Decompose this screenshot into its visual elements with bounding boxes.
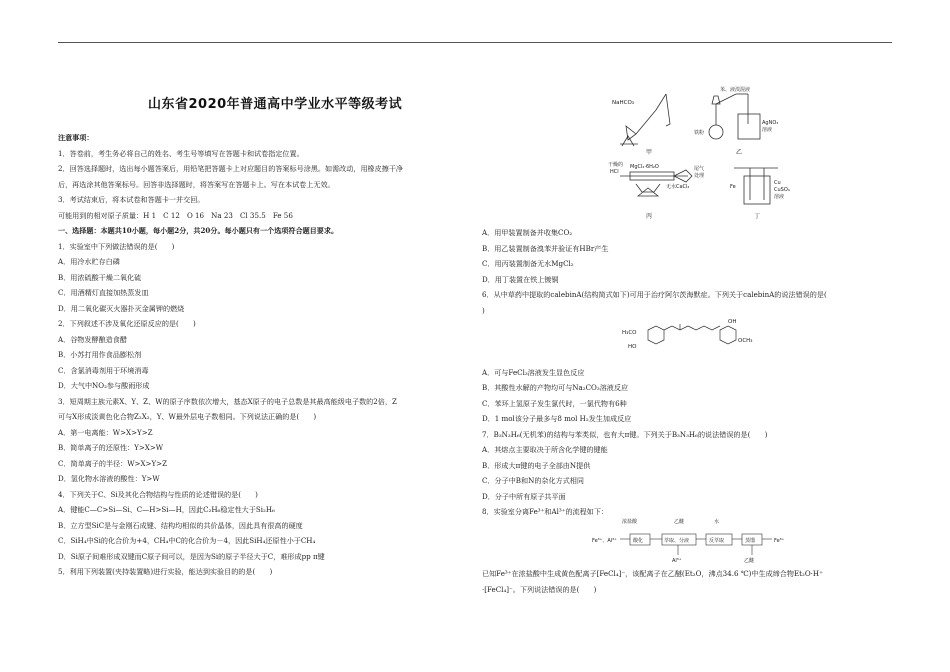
fig-label-ben: 苯、液溴混液: [720, 87, 751, 93]
text-line: A．第一电离能：W>X>Y>Z: [58, 427, 153, 437]
text-line: 2．回答选择题时，选出每小题答案后，用铅笔把答题卡上对应题目的答案标号涂黑。如需改动，用橡皮擦干净: [58, 164, 404, 173]
text-line: A．谷物发酵酿造食醋: [58, 334, 127, 344]
text-line: B．简单离子的还原性：Y>X>W: [58, 443, 164, 452]
fig-label-cacl2: 无水CaCl₂: [666, 184, 690, 190]
fig-label-fe: Fe: [730, 184, 736, 190]
text-line: 2．下列叙述不涉及氧化还原反应的是( ): [58, 319, 196, 328]
fig-mol-ho: HO: [628, 344, 637, 350]
flow-al: Al³⁺: [672, 558, 682, 564]
fig-label-dry: 干燥的: [608, 162, 624, 168]
separation-flowchart: [592, 515, 792, 565]
fig-label-cuso4: CuSO₄: [774, 187, 790, 193]
text-line: 4．下列关于C、Si及其化合物结构与性质的论述错误的是( ): [58, 489, 258, 499]
text-line: ): [482, 305, 485, 315]
text-line: D．Si原子间难形成双键而C原子间可以，是因为Si的原子半径大于C，难形成pp π键: [58, 551, 325, 561]
text-line: 7．B₃N₃H₆(无机苯)的结构与苯类似，也有大π键。下列关于B₃N₃H₆的说法错误的是( ): [482, 429, 768, 439]
apparatus-figure: [608, 84, 808, 226]
text-line: A．用冷水贮存白磷: [58, 257, 120, 266]
text-line: C．用酒精灯直接加热蒸发皿: [58, 288, 149, 297]
text-line: B．立方型SiC是与金刚石成键、结构均相似的共价晶体，因此具有很高的硬度: [58, 520, 303, 530]
text-line: A．可与FeCl₃溶液发生显色反应: [482, 367, 585, 377]
flow-conc-hcl: 浓盐酸: [622, 519, 638, 525]
text-line: A．用甲装置制备并收集CO₂: [482, 228, 573, 237]
text-line: B．用浓硫酸干燥二氧化硫: [58, 272, 142, 282]
text-line: A．其熔点主要取决于所含化学键的键能: [482, 445, 608, 454]
fig-mol-oh: OH: [728, 319, 737, 325]
text-line: 6．从中草药中提取的calebinA(结构简式如下)可用于治疗阿尔茨海默症。下列关于calebinA的说法错误的是(: [482, 290, 827, 299]
flow-end: Fe³⁺: [774, 538, 785, 544]
text-line: 一、选择题：本题共10小题，每小题2分，共20分。每小题只有一个选项符合题目要求。: [58, 226, 339, 235]
fig-label-solution: 溶液: [762, 127, 773, 133]
fig-mol-och3: OCH₃: [738, 338, 753, 344]
text-line: D．用二氧化碳灭火器扑灭金属钾的燃烧: [58, 303, 185, 313]
fig-label-bing: 丙: [646, 213, 653, 220]
text-line: A．键能C—C>Si—Si、C—H>Si—H，因此C₂H₆稳定性大于Si₂H₆: [58, 505, 275, 514]
text-line: 5．利用下列装置(夹持装置略)进行实验，能达到实验目的的是( ): [58, 567, 273, 576]
exam-title: 山东省2020年普通高中学业水平等级考试: [148, 97, 403, 112]
text-line: 可能用到的相对原子质量：H 1 C 12 O 16 Na 23 Cl 35.5 Fe 56: [58, 210, 293, 220]
calebin-structure: [620, 316, 770, 358]
text-line: 可与X形成淡黄色化合物Z₂X₂，Y、W最外层电子数相同。下列说法正确的是( ): [58, 412, 317, 421]
flow-box-extract: 萃取、分液: [664, 538, 690, 544]
flow-box-back: 反萃取: [709, 538, 725, 544]
fig-label-ding: 丁: [754, 213, 761, 220]
text-line: C．用丙装置制备无水MgCl₂: [482, 259, 574, 268]
text-line: D．氢化物水溶液的酸性：Y>W: [58, 474, 160, 483]
text-line: 已知Fe³⁺在浓盐酸中生成黄色配离子[FeCl₄]⁻，该配离子在乙醚(Et₂O，沸点34.6 ℃)中生成缔合物Et₂O·H⁺: [482, 569, 823, 578]
text-line: B．小苏打用作食品膨松剂: [58, 350, 142, 359]
fig-label-jia: 甲: [646, 149, 653, 156]
text-line: D．大气中NO₂参与酸雨形成: [58, 381, 150, 390]
flow-start: Fe³⁺、Al³⁺: [592, 538, 617, 544]
text-line: C．简单离子的半径：W>X>Y>Z: [58, 458, 168, 468]
flow-ether-out: 乙醚: [744, 558, 755, 564]
fig-label-cu: Cu: [774, 180, 781, 186]
fig-label-tail1: 尾气: [694, 166, 705, 172]
text-line: 8．实验室分离Fe³⁺和Al³⁺的流程如下：: [482, 507, 609, 516]
fig-label-tail2: 处理: [694, 173, 705, 179]
text-line: 3．短周期主族元素X、Y、Z、W的原子序数依次增大，基态X原子的电子总数是其最高能级电子数的2倍，Z: [58, 396, 397, 406]
fig-mol-h3co: H₃CO: [622, 330, 637, 336]
fig-label-iron: 铁粉: [694, 130, 705, 136]
text-line: C．分子中B和N的杂化方式相同: [482, 476, 584, 485]
fig-label-hcl: HCl: [610, 169, 619, 175]
left-column: [58, 130, 470, 580]
fig-label-mgcl2: MgCl₂·6H₂O: [630, 164, 659, 170]
fig-label-yi: 乙: [736, 149, 743, 156]
text-line: C．苯环上氢原子发生氯代时，一氯代物有6种: [482, 398, 627, 408]
text-line: 注意事项：: [58, 133, 94, 142]
fig-label-nahco3: NaHCO₃: [612, 100, 634, 106]
text-line: B．用乙装置制备溴苯并验证有HBr产生: [482, 243, 609, 253]
text-line: B．形成大π键的电子全部由N提供: [482, 460, 591, 470]
text-line: C．SiH₄中Si的化合价为+4，CH₄中C的化合价为－4，因此SiH₄还原性小于CH₄: [58, 536, 316, 545]
text-line: 1．实验室中下列做法错误的是( ): [58, 241, 175, 251]
flow-ether: 乙醚: [674, 519, 685, 525]
text-line: D．分子中所有原子共平面: [482, 491, 566, 501]
text-line: C．含氯消毒剂用于环境消毒: [58, 365, 149, 375]
text-line: D．1 mol该分子最多与8 mol H₂发生加成反应: [482, 414, 632, 423]
flow-water: 水: [714, 519, 720, 525]
text-line: ·[FeCl₄]⁻。下列说法错误的是( ): [482, 584, 597, 594]
header-rule: [58, 42, 892, 43]
flow-box-acidify: 酸化: [633, 538, 644, 544]
text-line: 1．答卷前，考生务必将自己的姓名、考生号等填写在答题卡和试卷指定位置。: [58, 148, 304, 158]
text-line: B．其酸性水解的产物均可与Na₂CO₃溶液反应: [482, 383, 629, 392]
fig-label-agno3: AgNO₃: [762, 120, 779, 126]
text-line: 3．考试结束后，将本试卷和答题卡一并交回。: [58, 195, 205, 204]
text-line: D．用丁装置在铁上镀铜: [482, 274, 559, 284]
fig-label-solution2: 溶液: [774, 194, 785, 200]
flow-box-distill: 蒸馏: [745, 538, 756, 544]
text-line: 后，再选涂其他答案标号。回答非选择题时，将答案写在答题卡上。写在本试卷上无效。: [58, 179, 335, 189]
